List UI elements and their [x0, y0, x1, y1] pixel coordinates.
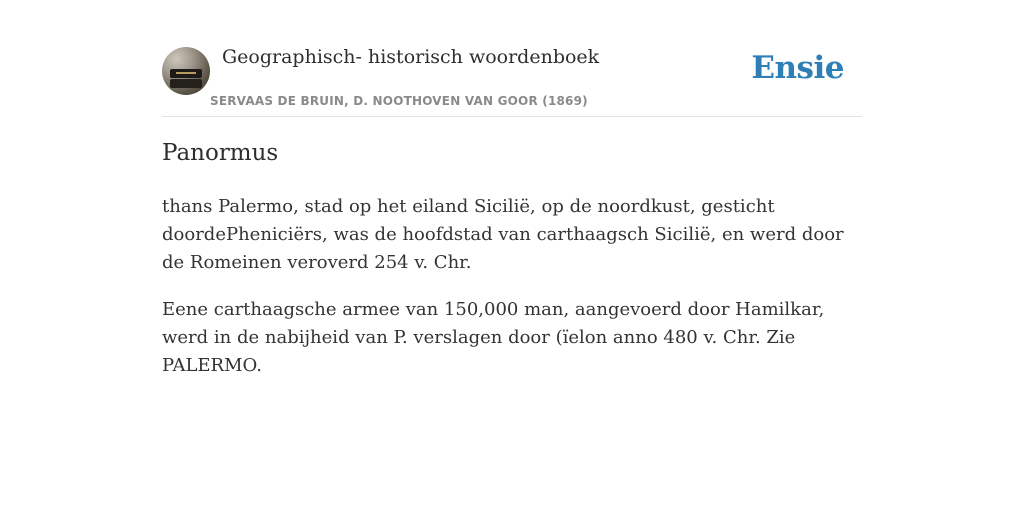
entry-paragraph: Eene carthaagsche armee van 150,000 man, aangevoerd door Hamilkar, werd in de nabijheid van P. verslagen door (ïelon anno 480 v. Chr. Zie PALERMO.	[162, 299, 825, 376]
ensie-logo-link[interactable]: Ensie	[751, 50, 844, 86]
book-cover-icon[interactable]	[162, 47, 210, 95]
entry-title: Panormus	[162, 140, 279, 166]
book-header	[162, 40, 862, 117]
book-authors-year: SERVAAS DE BRUIN, D. NOOTHOVEN VAN GOOR (1869)	[210, 94, 588, 108]
book-title[interactable]: Geographisch- historisch woordenboek	[222, 46, 600, 68]
book-spine-icon	[170, 69, 202, 78]
entry-paragraph: thans Palermo, stad op het eiland Sicilië, op de noordkust, gesticht doordePheniciërs, was de hoofdstad van carthaagsch Sicilië, en werd door de Romeinen veroverd 254 v. Chr.	[162, 196, 844, 273]
entry-body	[162, 193, 862, 399]
